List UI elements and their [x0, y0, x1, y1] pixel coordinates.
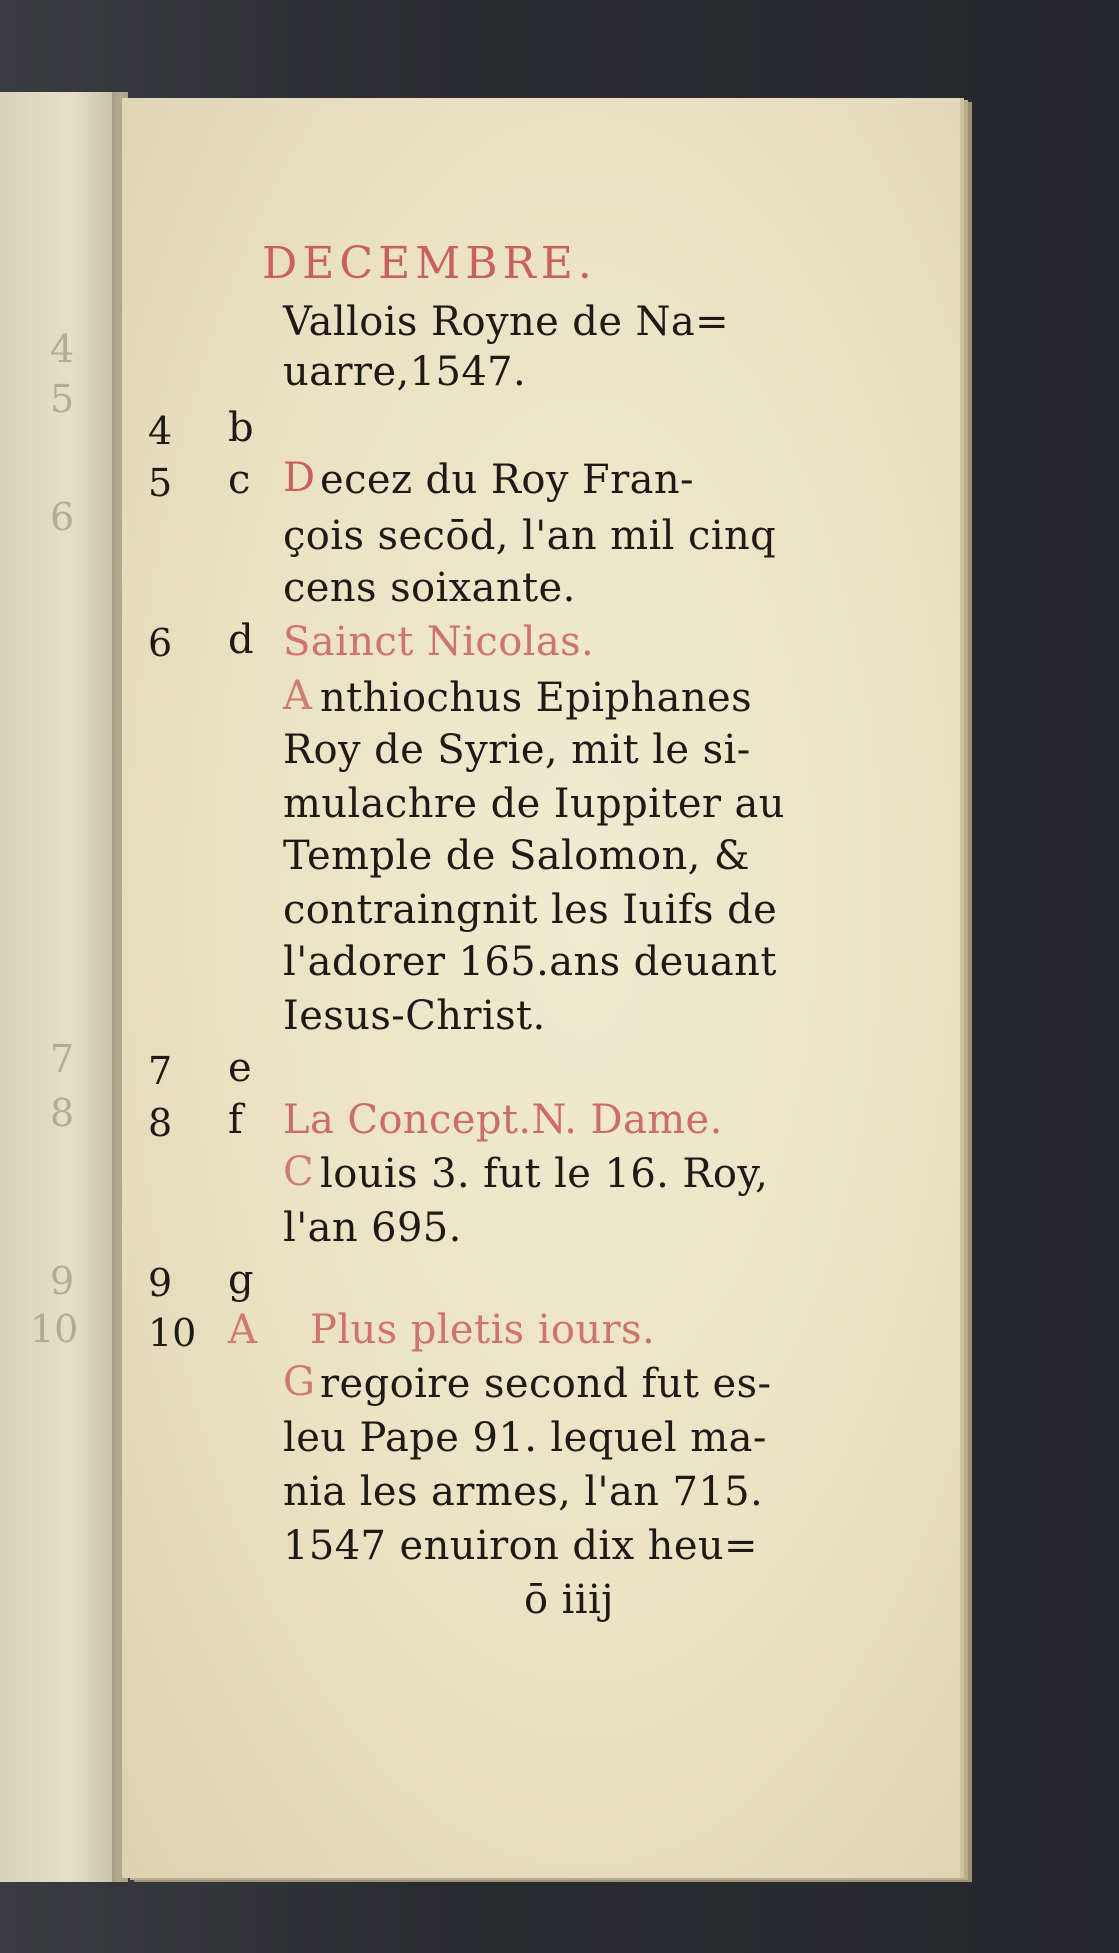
- day-number: 5: [148, 461, 173, 505]
- margin-mark: 4: [50, 327, 75, 371]
- dropcap: A: [283, 673, 312, 719]
- signature-mark: ō iiij: [524, 1577, 614, 1623]
- feast-title: Plus pletis iours.: [310, 1307, 656, 1353]
- entry-line: mulachre de Iuppiter au: [283, 781, 785, 827]
- margin-mark: 7: [50, 1037, 75, 1081]
- entry-line: Vallois Royne de Na=: [283, 299, 730, 345]
- entry-line: nthiochus Epiphanes: [320, 675, 753, 721]
- entry-line: louis 3. fut le 16. Roy,: [320, 1151, 769, 1197]
- month-heading: DECEMBRE.: [262, 238, 597, 289]
- dominical-letter: b: [228, 405, 254, 451]
- day-number: 6: [148, 621, 173, 665]
- entry-line: Roy de Syrie, mit le si-: [283, 727, 751, 773]
- feast-title: La Concept.N. Dame.: [283, 1097, 723, 1143]
- entry-line: uarre,1547.: [283, 349, 527, 395]
- dominical-letter: A: [228, 1307, 257, 1353]
- dominical-letter: d: [228, 617, 254, 663]
- entry-line: Temple de Salomon, &: [283, 833, 750, 879]
- day-number: 4: [148, 409, 173, 453]
- dropcap: D: [283, 455, 316, 501]
- margin-mark: 6: [50, 495, 75, 539]
- entry-line: ecez du Roy Fran-: [320, 457, 694, 503]
- dropcap: C: [283, 1149, 314, 1195]
- margin-mark: 8: [50, 1091, 75, 1135]
- entry-line: Iesus-Christ.: [283, 993, 546, 1039]
- dominical-letter: g: [228, 1257, 254, 1303]
- entry-line: l'an 695.: [283, 1205, 462, 1251]
- margin-mark: 9: [50, 1259, 75, 1303]
- dominical-letter: f: [228, 1097, 243, 1143]
- margin-mark: 5: [50, 377, 75, 421]
- dominical-letter: c: [228, 457, 251, 503]
- entry-line: l'adorer 165.ans deuant: [283, 939, 777, 985]
- entry-line: leu Pape 91. lequel ma-: [283, 1415, 767, 1461]
- entry-line: contraingnit les Iuifs de: [283, 887, 778, 933]
- day-number: 10: [148, 1311, 197, 1355]
- day-number: 8: [148, 1101, 173, 1145]
- entry-line: regoire second fut es-: [320, 1361, 772, 1407]
- dominical-letter: e: [228, 1045, 252, 1091]
- entry-line: 1547 enuiron dix heu=: [283, 1523, 758, 1569]
- entry-line: çois secōd, l'an mil cinq: [283, 513, 777, 559]
- dropcap: G: [283, 1359, 315, 1405]
- day-number: 7: [148, 1049, 173, 1093]
- margin-mark: 10: [30, 1307, 79, 1351]
- entry-line: nia les armes, l'an 715.: [283, 1469, 764, 1515]
- entry-line: cens soixante.: [283, 565, 576, 611]
- day-number: 9: [148, 1261, 173, 1305]
- feast-title: Sainct Nicolas.: [283, 619, 595, 665]
